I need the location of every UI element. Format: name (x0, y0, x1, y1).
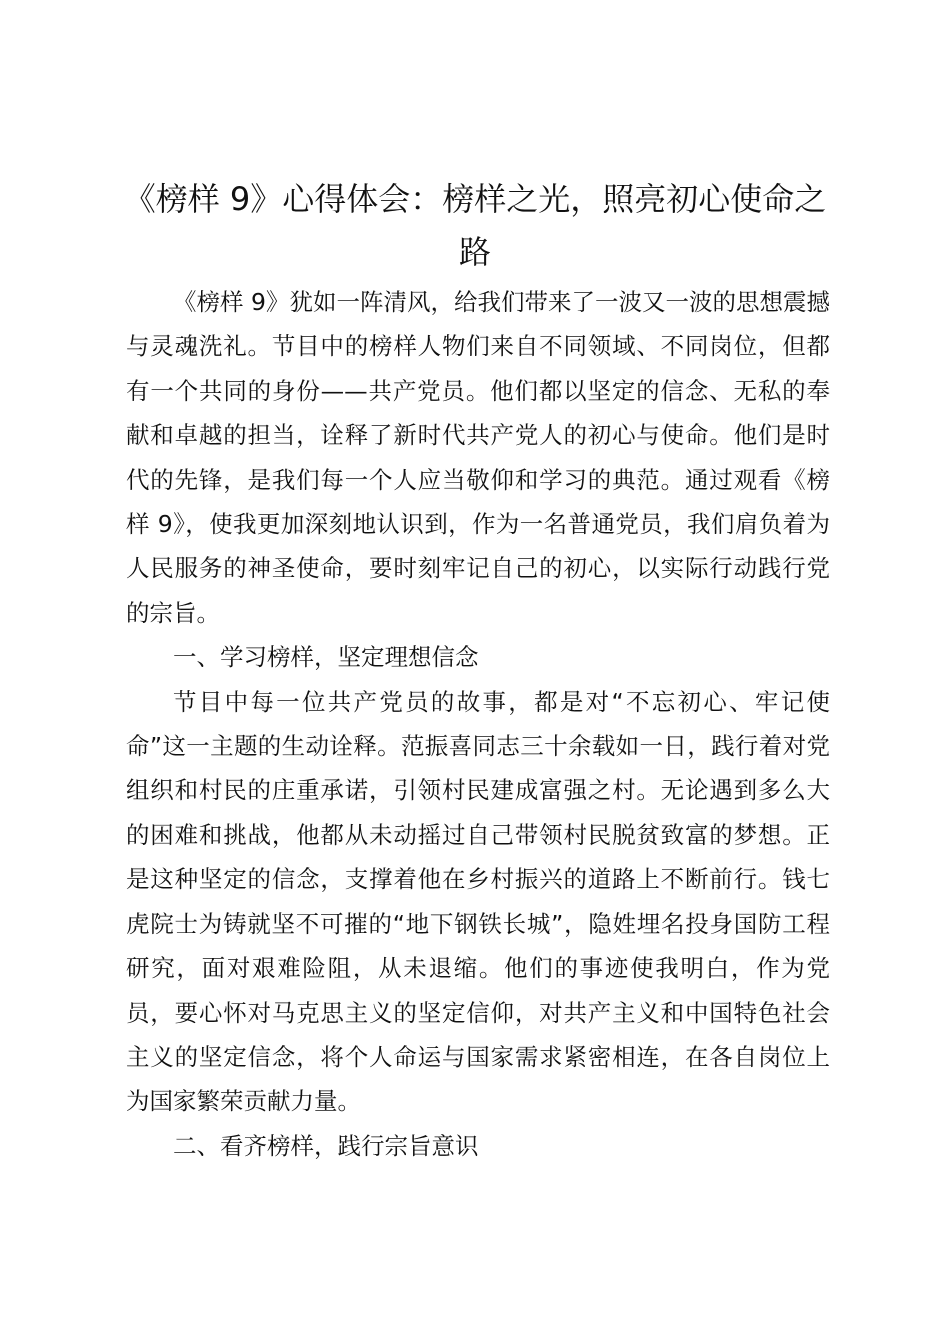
section-heading-2: 二、看齐榜样，践行宗旨意识 (173, 1131, 479, 1160)
section-heading-1: 一、学习榜样，坚定理想信念 (173, 643, 479, 672)
paragraph-intro: 《榜样 9》犹如一阵清风，给我们带来了一波又一波的思想震撼与灵魂洗礼。节目中的榜样人物们来自不同领域、不同岗位，但都有一个共同的身份——共产党员。他们都以坚定的信念、无私的奉献和卓越的担当，诠释了新时代共产党人的初心与使命。他们是时代的先锋，是我们每一个人应当敬仰和学习的典范。通过观看《榜样 9》，使我更加深刻地认识到，作为一名普通党员，我们肩负着为人民服务的神圣使命，要时刻牢记自己的初心，以实际行动践行党的宗旨。 (126, 288, 830, 627)
paragraph-section-1: 节目中每一位共产党员的故事，都是对“不忘初心、牢记使命”这一主题的生动诠释。范振喜同志三十余载如一日，践行着对党组织和村民的庄重承诺，引领村民建成富强之村。无论遇到多么大的困难和挑战，他都从未动摇过自己带领村民脱贫致富的梦想。正是这种坚定的信念，支撑着他在乡村振兴的道路上不断前行。钱七虎院士为铸就坚不可摧的“地下钢铁长城”，隐姓埋名投身国防工程研究，面对艰难险阻，从未退缩。他们的事迹使我明白，作为党员，要心怀对马克思主义的坚定信仰，对共产主义和中国特色社会主义的坚定信念，将个人命运与国家需求紧密相连，在各自岗位上为国家繁荣贡献力量。 (126, 687, 830, 1116)
document-title: 《榜样 9》心得体会：榜样之光，照亮初心使命之路 (123, 180, 827, 271)
document-body (126, 280, 830, 1168)
